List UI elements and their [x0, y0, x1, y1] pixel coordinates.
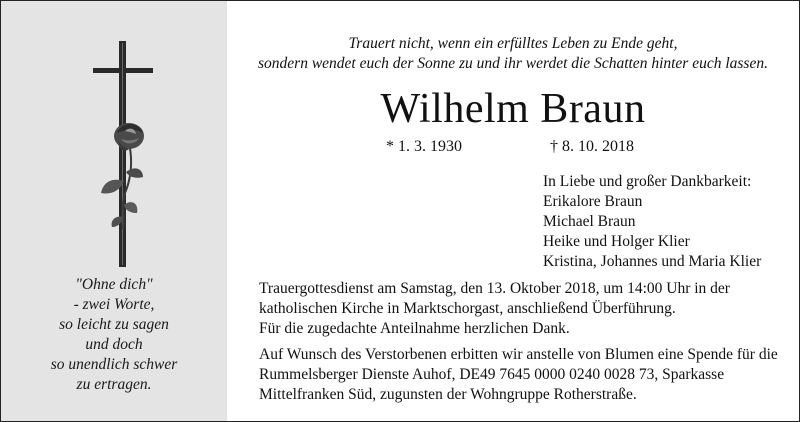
death-date: † 8. 10. 2018 — [550, 138, 634, 155]
mourner-name: Michael Braun — [543, 213, 636, 230]
mourners-list — [543, 172, 761, 272]
cross-with-rose-icon — [73, 41, 173, 269]
service-line: katholischen Kirche in Marktschorgast, anschließend Überführung. — [259, 300, 676, 317]
thanks-line: Für die zugedachte Anteilnahme herzlichen Dank. — [259, 320, 570, 337]
service-line: Trauergottesdienst am Samstag, den 13. Oktober 2018, um 14:00 Uhr in der — [259, 280, 730, 297]
service-info — [259, 279, 779, 319]
motto-quote — [227, 34, 799, 74]
poem-line: so unendlich schwer — [50, 356, 178, 373]
poem-line: "Ohne dich" — [75, 276, 153, 293]
motto-line: Trauert nicht, wenn ein erfülltes Leben zu Ende geht, — [348, 35, 678, 52]
mourner-name: Heike und Holger Klier — [543, 233, 690, 250]
poem-line: und doch — [85, 336, 143, 353]
poem-line: - zwei Worte, — [73, 296, 155, 313]
poem-line: zu ertragen. — [76, 376, 152, 393]
mourner-name: Erikalore Braun — [543, 193, 643, 210]
motto-line: sondern wendet euch der Sonne zu und ihr werdet die Schatten hinter euch lassen. — [258, 55, 768, 72]
mourners-line: In Liebe und großer Dankbarkeit: — [543, 173, 752, 190]
mourner-name: Kristina, Johannes und Maria Klier — [543, 253, 762, 270]
poem-line: so leicht zu sagen — [59, 316, 169, 333]
donation-info — [259, 345, 779, 405]
donation-line: Auf Wunsch des Verstorbenen erbitten wir anstelle von Blumen eine Spende für die — [259, 346, 778, 363]
side-panel — [1, 1, 227, 421]
deceased-name: Wilhelm Braun — [380, 86, 646, 132]
side-poem — [1, 275, 227, 395]
donation-line: Rummelsberger Dienste Auhof, DE49 7645 0000 0240 0028 73, Sparkasse — [259, 366, 725, 383]
birth-date: * 1. 3. 1930 — [386, 138, 462, 155]
donation-line: Mittelfranken Süd, zugunsten der Wohngruppe Rotherstraße. — [259, 386, 637, 403]
